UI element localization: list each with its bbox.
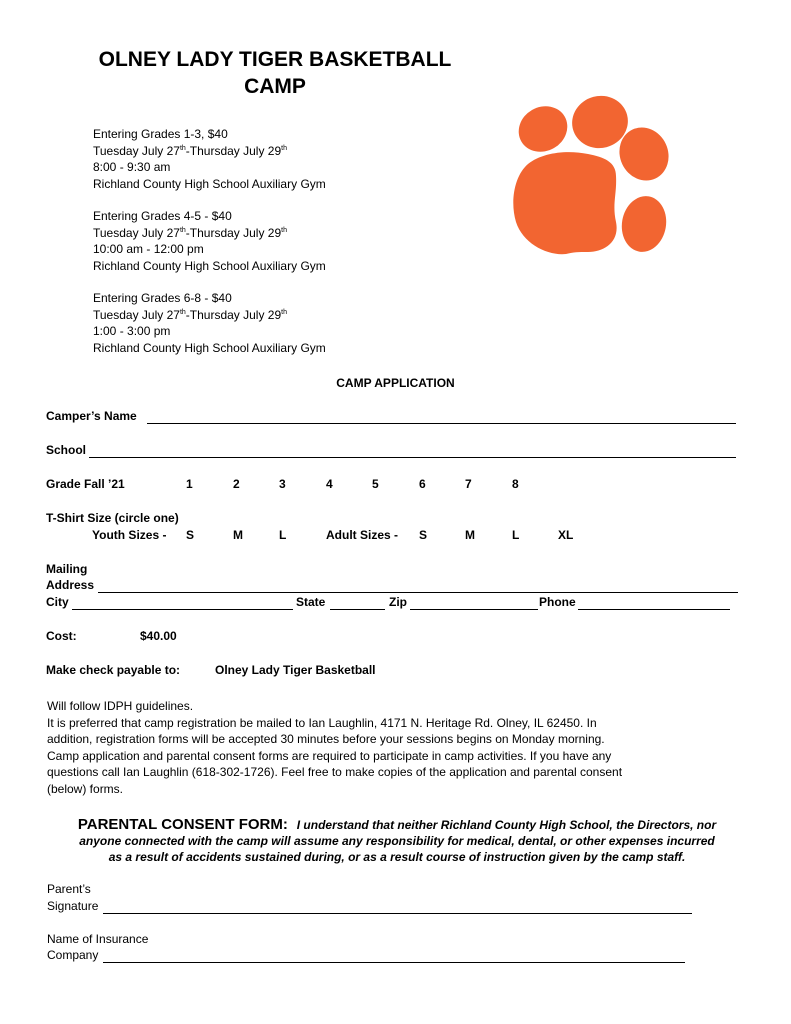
note-line: questions call Ian Laughlin (618-302-1726). Feel free to make copies of the application and parental consent xyxy=(47,765,623,779)
company-label: Company xyxy=(47,948,99,962)
grade-option[interactable]: 2 xyxy=(233,477,240,491)
campers-name-label: Camper’s Name xyxy=(46,409,137,423)
session-block-2 xyxy=(93,208,326,274)
note-line: It is preferred that camp registration be mailed to Ian Laughlin, 4171 N. Heritage Rd. Olney, IL 62450. In xyxy=(47,715,597,730)
session-place: Richland County High School Auxiliary Gym xyxy=(93,258,326,273)
school-field[interactable] xyxy=(89,444,736,458)
adult-size-option[interactable]: XL xyxy=(558,528,574,542)
signature-label: Signature xyxy=(47,899,99,913)
youth-sizes-label: Youth Sizes - xyxy=(92,528,167,542)
zip-label: Zip xyxy=(389,595,407,609)
grade-option[interactable]: 3 xyxy=(279,477,286,491)
grade-option[interactable]: 8 xyxy=(512,477,519,491)
parental-consent xyxy=(47,817,747,865)
session-grades: Entering Grades 1-3, $40 xyxy=(93,127,228,141)
note-line: Camp application and parental consent forms are required to participate in camp activities. If you have any xyxy=(47,748,612,763)
tiger-paw-icon xyxy=(508,94,673,260)
insurance-company-field[interactable] xyxy=(103,949,685,963)
idph-note: Will follow IDPH guidelines. xyxy=(47,699,194,713)
session-block-1 xyxy=(93,126,326,192)
session-dates: Tuesday July 27th-Thursday July 29th xyxy=(93,225,287,240)
insurance-label: Name of Insurance xyxy=(47,932,149,946)
adult-size-option[interactable]: M xyxy=(465,528,475,542)
grade-option[interactable]: 4 xyxy=(326,477,333,491)
grade-option[interactable]: 6 xyxy=(419,477,426,491)
consent-text-line-1: I understand that neither Richland County High School, the Directors, nor xyxy=(296,818,717,832)
campers-name-field[interactable] xyxy=(147,410,736,424)
session-time: 10:00 am - 12:00 pm xyxy=(93,242,204,256)
phone-label: Phone xyxy=(539,595,576,609)
session-place: Richland County High School Auxiliary Gym xyxy=(93,176,326,191)
grade-option[interactable]: 7 xyxy=(465,477,472,491)
mailing-label: Mailing xyxy=(46,562,88,576)
city-field[interactable] xyxy=(72,596,293,610)
note-line: addition, registration forms will be accepted 30 minutes before your sessions begins on Monday morning. xyxy=(47,732,605,746)
state-label: State xyxy=(296,595,326,609)
session-time: 8:00 - 9:30 am xyxy=(93,160,171,174)
note-line: (below) forms. xyxy=(47,781,124,796)
title-line-1: OLNEY LADY TIGER BASKETBALL xyxy=(98,48,452,71)
payable-value: Olney Lady Tiger Basketball xyxy=(215,663,376,677)
tshirt-size-label: T-Shirt Size (circle one) xyxy=(46,511,179,525)
youth-size-option[interactable]: M xyxy=(233,528,243,542)
phone-field[interactable] xyxy=(578,596,730,610)
notes-block xyxy=(47,698,687,797)
state-field[interactable] xyxy=(330,596,385,610)
session-place: Richland County High School Auxiliary Gym xyxy=(93,340,326,355)
address-label: Address xyxy=(46,578,95,592)
session-dates: Tuesday July 27th-Thursday July 29th xyxy=(93,307,287,322)
parent-signature-field[interactable] xyxy=(103,900,692,914)
adult-size-option[interactable]: L xyxy=(512,528,520,542)
city-label: City xyxy=(46,595,69,609)
session-time: 1:00 - 3:00 pm xyxy=(93,324,171,338)
session-block-3 xyxy=(93,290,326,356)
address-field[interactable] xyxy=(98,579,738,593)
youth-size-option[interactable]: L xyxy=(279,528,287,542)
school-label: School xyxy=(46,443,87,457)
adult-size-option[interactable]: S xyxy=(419,528,428,542)
session-dates: Tuesday July 27th-Thursday July 29th xyxy=(93,143,287,158)
cost-value: $40.00 xyxy=(140,629,177,643)
session-grades: Entering Grades 4-5 - $40 xyxy=(93,209,232,223)
consent-heading: PARENTAL CONSENT FORM: xyxy=(77,816,288,833)
application-heading: CAMP APPLICATION xyxy=(336,376,455,390)
grade-option[interactable]: 1 xyxy=(186,477,193,491)
page-title xyxy=(60,46,490,100)
grade-label: Grade Fall ’21 xyxy=(46,477,125,491)
youth-size-option[interactable]: S xyxy=(186,528,195,542)
session-grades: Entering Grades 6-8 - $40 xyxy=(93,291,232,305)
payable-label: Make check payable to: xyxy=(46,663,181,677)
consent-text-line-2: anyone connected with the camp will assume any responsibility for medical, dental, or other expenses incurred xyxy=(79,834,715,848)
parent-label: Parent’s xyxy=(47,882,91,896)
zip-field[interactable] xyxy=(410,596,538,610)
adult-sizes-label: Adult Sizes - xyxy=(326,528,399,542)
cost-label: Cost: xyxy=(46,629,77,643)
consent-text-line-3: as a result of accidents sustained during, or as a result course of instruction given by the camp staff. xyxy=(108,850,686,864)
grade-option[interactable]: 5 xyxy=(372,477,379,491)
title-line-2: CAMP xyxy=(244,75,306,98)
